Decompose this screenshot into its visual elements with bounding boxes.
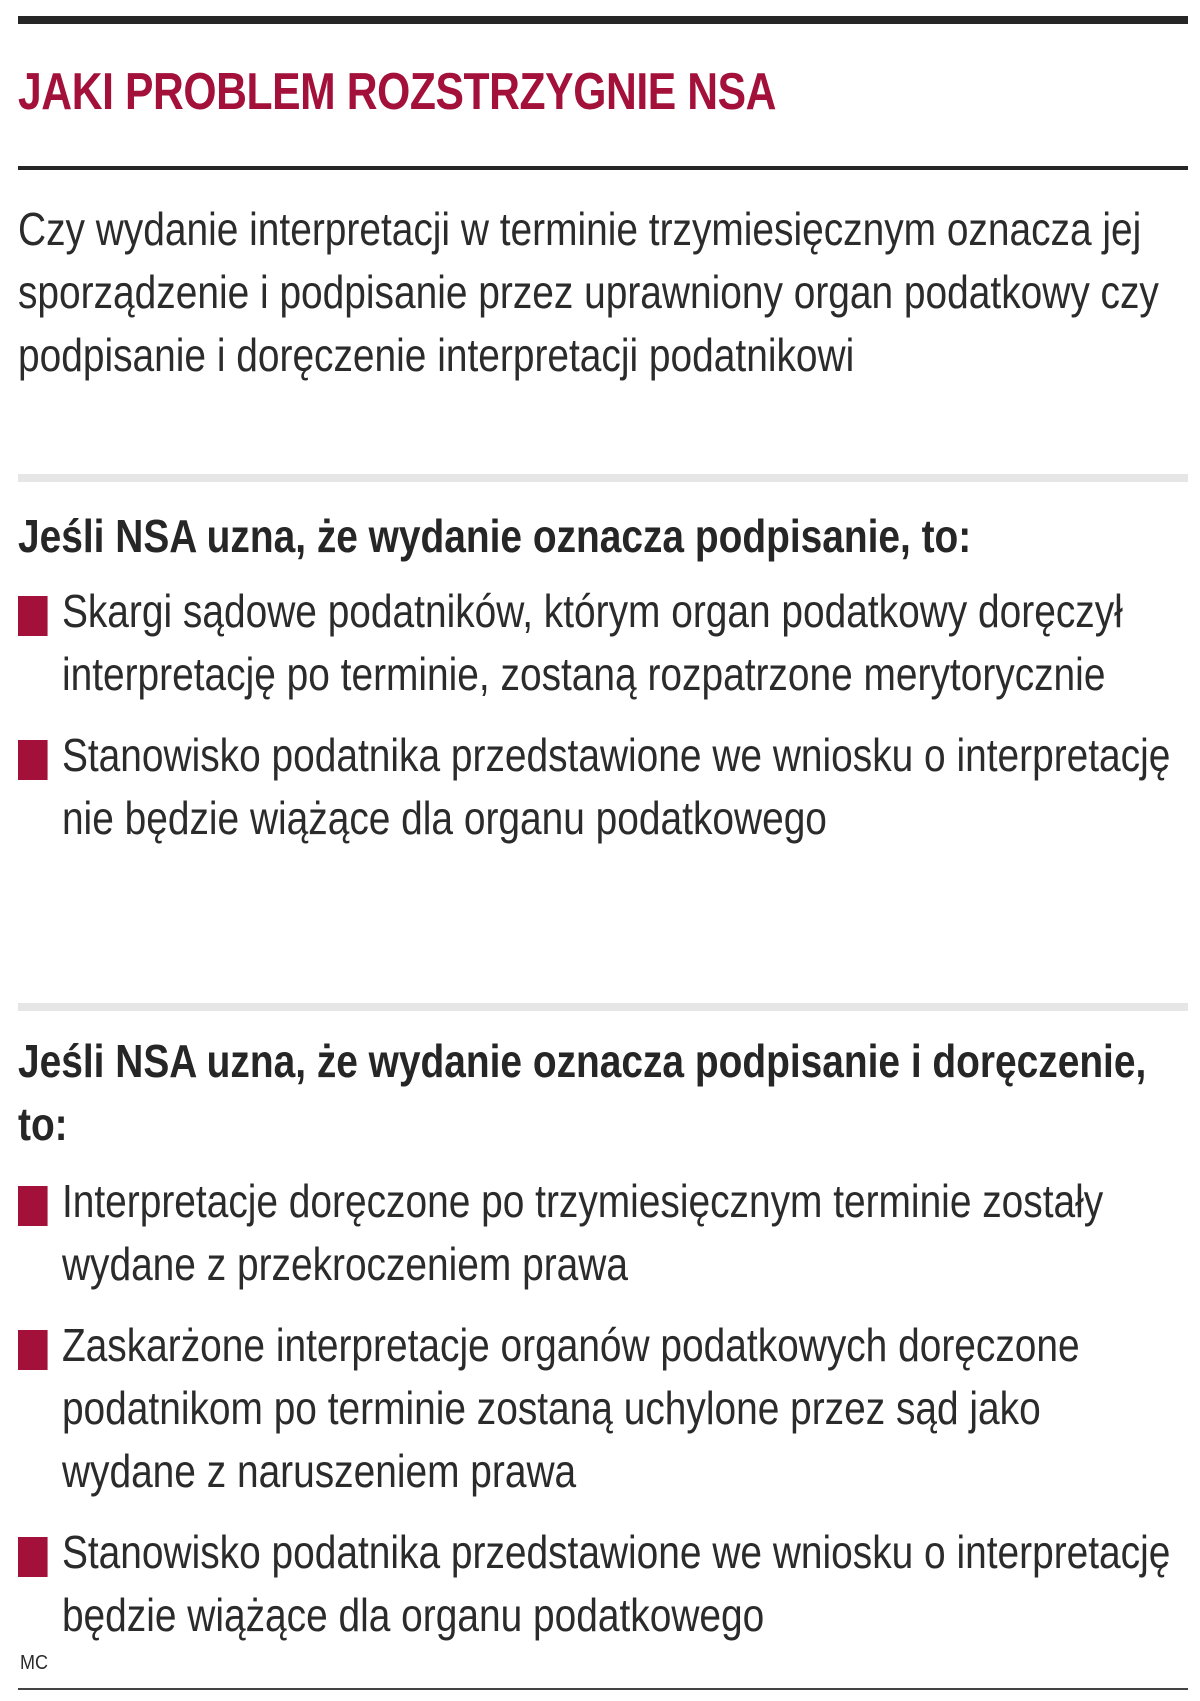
section-1-list: [18, 580, 1184, 868]
list-item: [18, 580, 1184, 706]
list-item-text: Zaskarżone interpretacje organów podatkowych doręczone podatnikom po terminie zostaną uchylone przez sąd jako wydane z naruszeniem prawa: [61, 1319, 1080, 1497]
list-item-text: Interpretacje doręczone po trzymiesięcznym terminie zostały wydane z przekroczeniem prawa: [61, 1175, 1104, 1290]
square-bullet-icon: [18, 1186, 48, 1226]
list-item-text: Skargi sądowe podatników, którym organ podatkowy doręczył interpretację po terminie, zostaną rozpatrzone merytorycznie: [61, 585, 1123, 700]
separator: [18, 1003, 1188, 1011]
title-rule: [18, 166, 1188, 170]
separator: [18, 474, 1188, 482]
list-item: [18, 1314, 1184, 1503]
section-2-list: [18, 1170, 1184, 1665]
square-bullet-icon: [18, 1537, 48, 1577]
list-item: [18, 724, 1184, 850]
list-item-text: Stanowisko podatnika przedstawione we wniosku o interpretację nie będzie wiążące dla organu podatkowego: [61, 729, 1171, 844]
infobox: [18, 0, 1188, 1701]
author-credit: MC: [20, 1652, 48, 1674]
list-item: [18, 1170, 1184, 1296]
square-bullet-icon: [18, 1330, 48, 1370]
box-title: JAKI PROBLEM ROZSTRZYGNIE NSA: [18, 63, 777, 121]
bottom-rule: [18, 1688, 1188, 1690]
section-2-heading: Jeśli NSA uzna, że wydanie oznacza podpisanie i doręczenie, to:: [18, 1035, 1147, 1150]
list-item-text: Stanowisko podatnika przedstawione we wniosku o interpretację będzie wiążące dla organu podatkowego: [61, 1526, 1171, 1641]
top-rule: [18, 16, 1188, 24]
section-1-heading: Jeśli NSA uzna, że wydanie oznacza podpisanie, to:: [18, 510, 972, 562]
square-bullet-icon: [18, 596, 48, 636]
list-item: [18, 1521, 1184, 1647]
square-bullet-icon: [18, 740, 48, 780]
question-text: Czy wydanie interpretacji w terminie trzymiesięcznym oznacza jej sporządzenie i podpisanie przez uprawniony organ podatkowy czy podpisanie i doręczenie interpretacji podatnikowi: [18, 203, 1159, 381]
